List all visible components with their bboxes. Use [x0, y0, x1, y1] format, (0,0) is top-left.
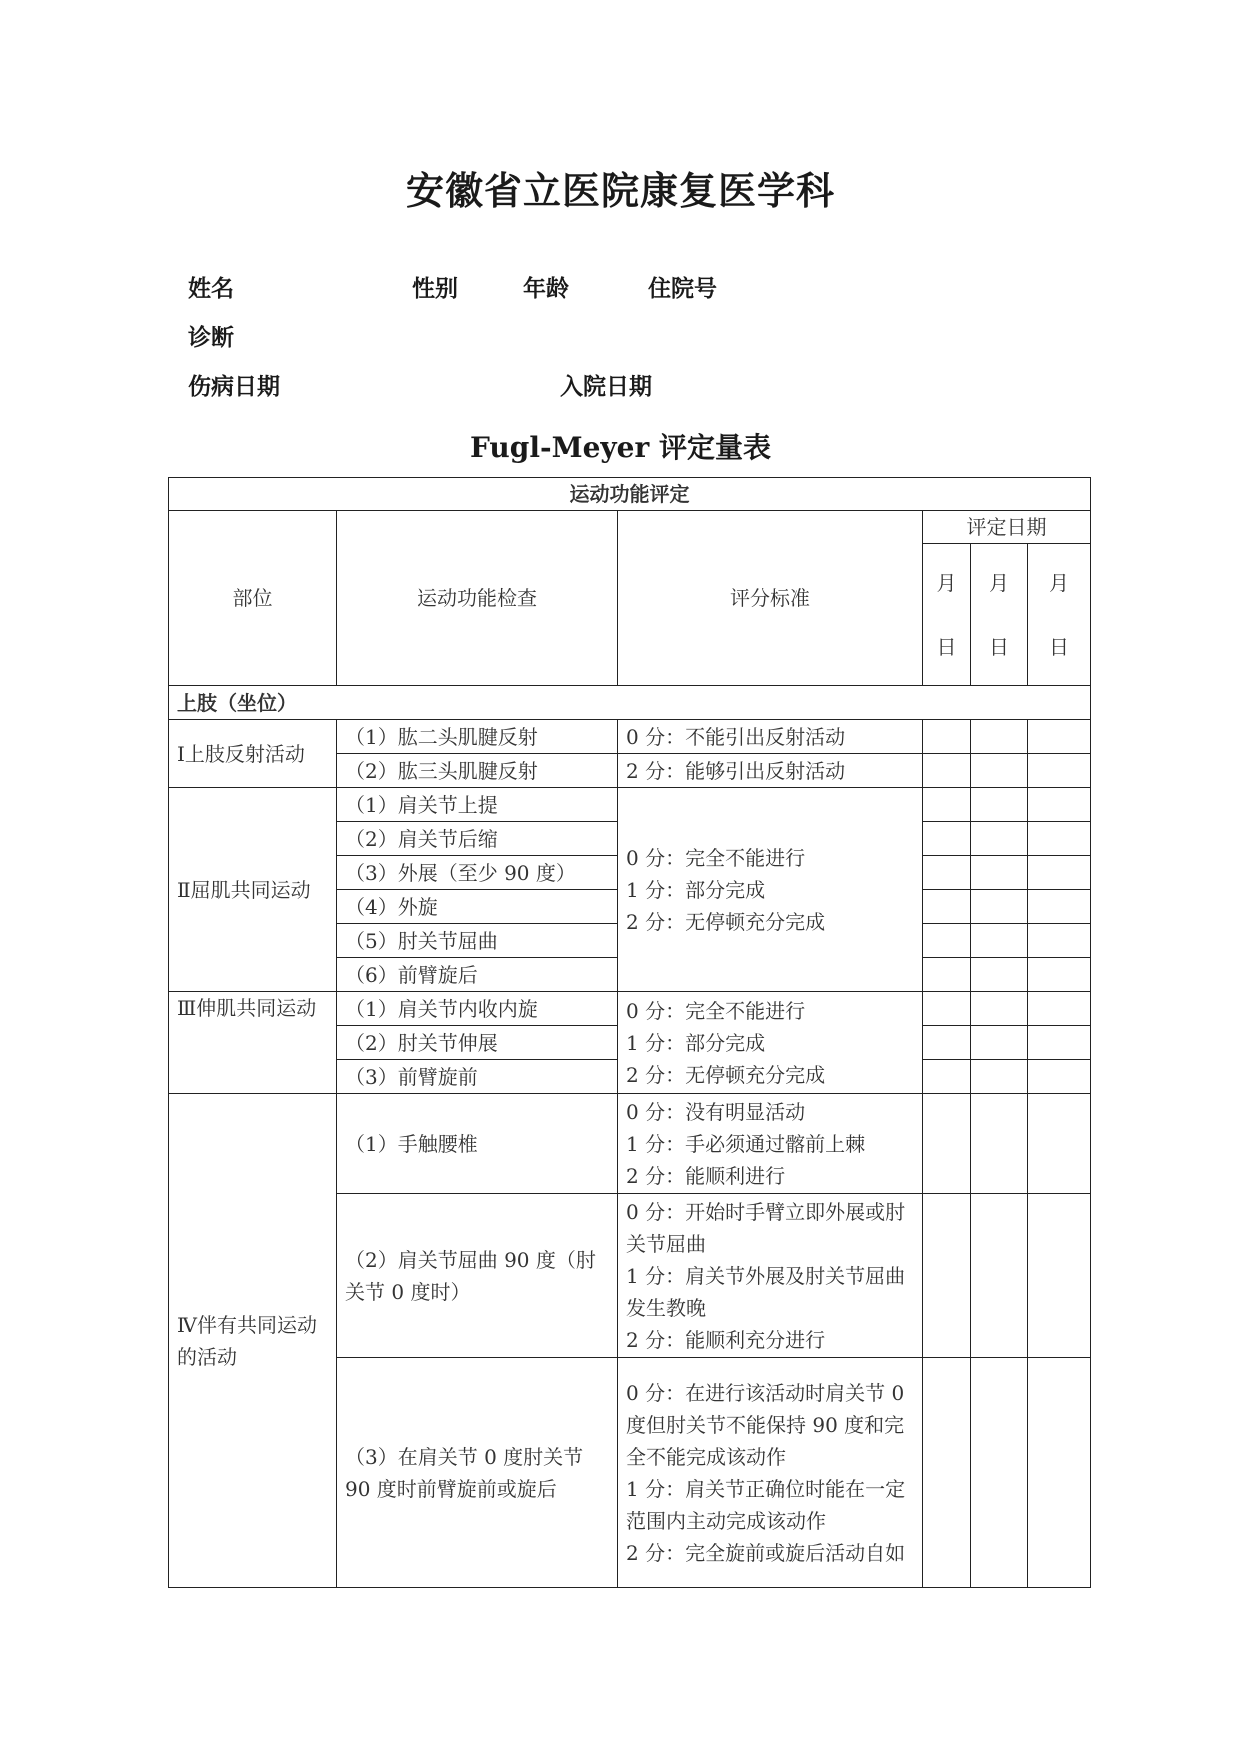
criteria-line: 0 分：完全不能进行	[626, 845, 806, 870]
score-cell[interactable]	[923, 856, 971, 890]
criteria-block	[618, 788, 923, 992]
score-cell[interactable]	[923, 924, 971, 958]
check-item: （2）肱三头肌腱反射	[337, 754, 618, 788]
part-extensor-synergy: Ⅲ伸肌共同运动	[169, 992, 337, 1094]
score-cell[interactable]	[1028, 1194, 1091, 1358]
score-cell[interactable]	[971, 924, 1028, 958]
check-item: （4）外旋	[337, 890, 618, 924]
diagnosis-label: 诊断	[188, 324, 234, 351]
score-cell[interactable]	[971, 1358, 1028, 1588]
score-cell[interactable]	[1028, 924, 1091, 958]
score-cell[interactable]	[923, 822, 971, 856]
score-cell[interactable]	[971, 992, 1028, 1026]
sex-label: 性别	[412, 275, 458, 302]
date-column-2	[971, 544, 1028, 686]
criteria-block	[618, 1194, 923, 1358]
criteria-line: 2 分：无停顿充分完成	[626, 909, 826, 934]
day-label: 日	[989, 634, 1009, 659]
admission-number-label: 住院号	[648, 275, 717, 302]
criteria-line: 1 分：肩关节外展及肘关节屈曲发生教晚	[626, 1263, 906, 1320]
score-cell[interactable]	[971, 1094, 1028, 1194]
header-date: 评定日期	[923, 511, 1091, 544]
check-item: （1）肩关节上提	[337, 788, 618, 822]
criteria-block	[618, 1358, 923, 1588]
criteria-line: 0 分：不能引出反射活动	[618, 720, 923, 754]
criteria-line: 0 分：没有明显活动	[626, 1099, 806, 1124]
criteria-line: 1 分：肩关节正确位时能在一定范围内主动完成该动作	[626, 1476, 906, 1533]
section-header: 运动功能评定	[169, 478, 1091, 511]
score-cell[interactable]	[923, 1026, 971, 1060]
criteria-line: 1 分：部分完成	[626, 1030, 766, 1055]
criteria-line: 2 分：完全旋前或旋后活动自如	[626, 1540, 906, 1565]
day-label: 日	[936, 634, 957, 659]
score-cell[interactable]	[971, 788, 1028, 822]
score-cell[interactable]	[1028, 754, 1091, 788]
score-cell[interactable]	[1028, 788, 1091, 822]
score-cell[interactable]	[923, 1060, 971, 1094]
score-cell[interactable]	[923, 1358, 971, 1588]
check-item: （1）肩关节内收内旋	[337, 992, 618, 1026]
part-synergy-activity: Ⅳ伴有共同运动的活动	[169, 1094, 337, 1588]
part-flexor-synergy: Ⅱ屈肌共同运动	[169, 788, 337, 992]
score-cell[interactable]	[971, 754, 1028, 788]
score-cell[interactable]	[971, 1060, 1028, 1094]
check-item: （1）肱二头肌腱反射	[337, 720, 618, 754]
criteria-line: 0 分：在进行该活动时肩关节 0 度但肘关节不能保持 90 度和完全不能完成该动作	[626, 1380, 905, 1469]
score-cell[interactable]	[1028, 890, 1091, 924]
score-cell[interactable]	[923, 788, 971, 822]
check-item: （5）肘关节屈曲	[337, 924, 618, 958]
age-label: 年龄	[523, 275, 569, 302]
date-column-1	[923, 544, 971, 686]
score-cell[interactable]	[923, 1094, 971, 1194]
check-item: （3）前臂旋前	[337, 1060, 618, 1094]
fugl-meyer-table	[168, 477, 1091, 1588]
criteria-block	[618, 1094, 923, 1194]
check-item: （6）前臂旋后	[337, 958, 618, 992]
score-cell[interactable]	[1028, 856, 1091, 890]
criteria-line: 2 分：能顺利充分进行	[626, 1327, 826, 1352]
score-cell[interactable]	[923, 992, 971, 1026]
check-item: （1）手触腰椎	[337, 1094, 618, 1194]
score-cell[interactable]	[923, 754, 971, 788]
header-criteria: 评分标准	[618, 511, 923, 686]
score-cell[interactable]	[1028, 992, 1091, 1026]
month-label: 月	[1049, 570, 1070, 595]
criteria-line: 0 分：完全不能进行	[626, 998, 806, 1023]
check-item: （3）外展（至少 90 度）	[337, 856, 618, 890]
score-cell[interactable]	[923, 958, 971, 992]
score-cell[interactable]	[923, 1194, 971, 1358]
score-cell[interactable]	[971, 1194, 1028, 1358]
score-cell[interactable]	[1028, 1026, 1091, 1060]
score-cell[interactable]	[1028, 720, 1091, 754]
score-cell[interactable]	[971, 822, 1028, 856]
check-item: （2）肘关节伸展	[337, 1026, 618, 1060]
score-cell[interactable]	[923, 890, 971, 924]
part-reflex: Ⅰ上肢反射活动	[169, 720, 337, 788]
score-cell[interactable]	[1028, 958, 1091, 992]
document-title: 安徽省立医院康复医学科	[405, 168, 835, 213]
score-cell[interactable]	[971, 856, 1028, 890]
criteria-line: 2 分：能够引出反射活动	[618, 754, 923, 788]
score-cell[interactable]	[1028, 1060, 1091, 1094]
check-item: （2）肩关节屈曲 90 度（肘关节 0 度时）	[337, 1194, 618, 1358]
criteria-line: 1 分：手必须通过髂前上棘	[626, 1131, 866, 1156]
criteria-line: 1 分：部分完成	[626, 877, 766, 902]
score-cell[interactable]	[923, 720, 971, 754]
subsection-upper-limb: 上肢（坐位）	[169, 686, 1091, 720]
criteria-line: 2 分：无停顿充分完成	[626, 1062, 826, 1087]
injury-date-label: 伤病日期	[188, 373, 280, 400]
criteria-block	[618, 992, 923, 1094]
check-item: （2）肩关节后缩	[337, 822, 618, 856]
check-item: （3）在肩关节 0 度肘关节 90 度时前臂旋前或旋后	[337, 1358, 618, 1588]
header-check: 运动功能检查	[337, 511, 618, 686]
score-cell[interactable]	[971, 958, 1028, 992]
admission-date-label: 入院日期	[560, 373, 652, 400]
month-label: 月	[989, 570, 1009, 595]
score-cell[interactable]	[971, 1026, 1028, 1060]
month-label: 月	[936, 570, 957, 595]
criteria-line: 2 分：能顺利进行	[626, 1163, 786, 1188]
score-cell[interactable]	[1028, 1094, 1091, 1194]
header-part: 部位	[169, 511, 337, 686]
name-label: 姓名	[188, 275, 234, 302]
date-column-3	[1028, 544, 1091, 686]
day-label: 日	[1049, 634, 1070, 659]
score-cell[interactable]	[971, 720, 1028, 754]
score-cell[interactable]	[1028, 822, 1091, 856]
score-cell[interactable]	[1028, 1358, 1091, 1588]
score-cell[interactable]	[971, 890, 1028, 924]
scale-title: Fugl-Meyer 评定量表	[470, 431, 771, 464]
criteria-line: 0 分：开始时手臂立即外展或肘关节屈曲	[626, 1199, 906, 1256]
